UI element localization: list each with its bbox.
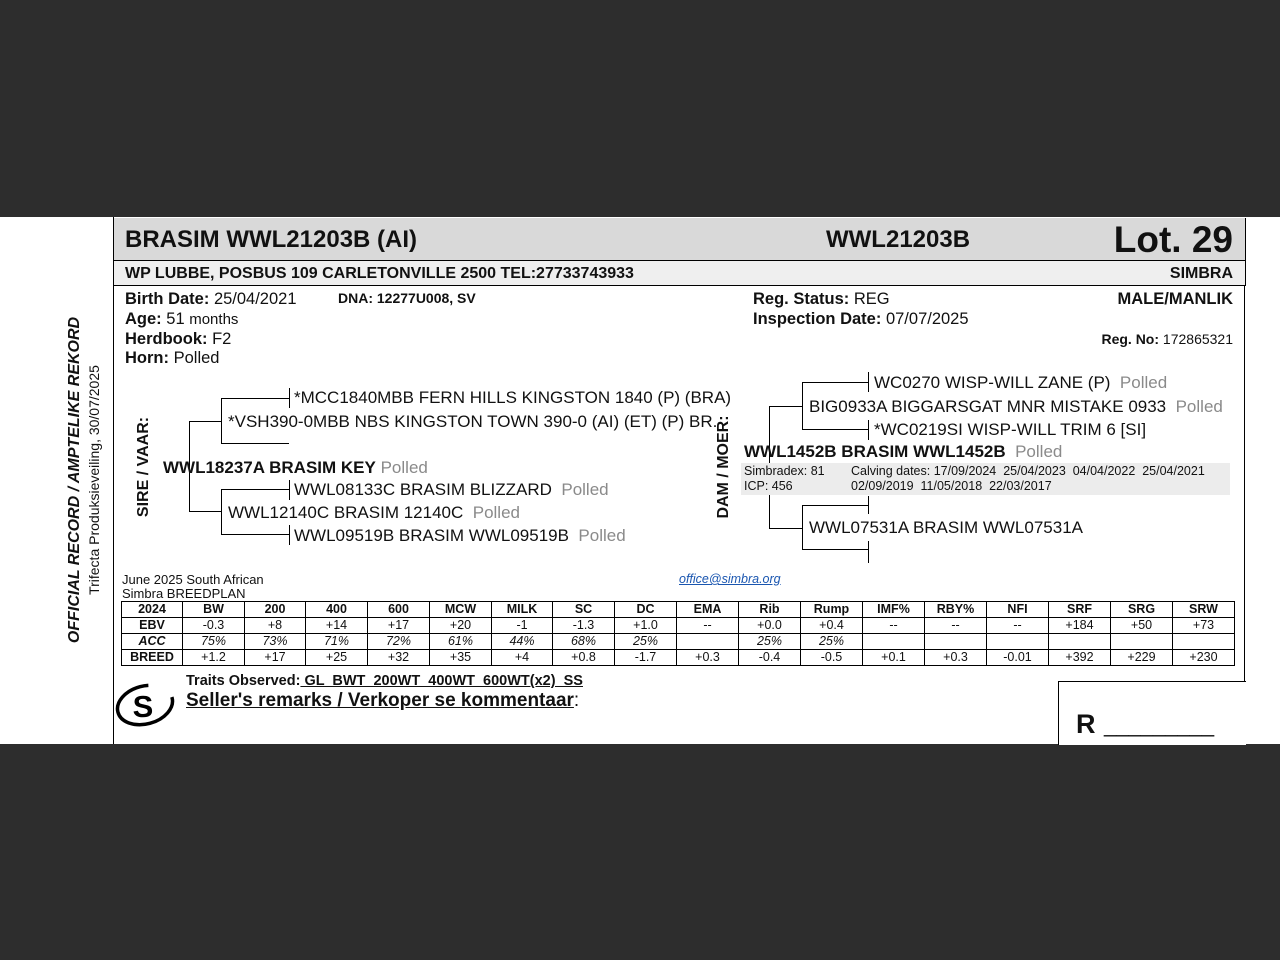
table-header-cell: 200 [245,602,306,618]
birth-date: Birth Date: 25/04/2021 [125,290,297,308]
table-cell [925,634,987,650]
sire-dam-bracket [221,489,222,535]
herdbook: Herdbook: F2 [125,330,232,348]
sex: MALE/MANLIK [1117,290,1233,308]
sire-dam-sire-tick [289,480,290,500]
sire-dam: WWL12140C BRASIM 12140C Polled [228,503,520,522]
table-cell: +35 [430,650,492,666]
table-cell [1049,634,1111,650]
sire-sire-bracket [221,398,222,444]
table-header-cell: SRW [1173,602,1235,618]
table-cell: +392 [1049,650,1111,666]
table-cell: +25 [306,650,368,666]
table-cell [1111,634,1173,650]
acc-row [122,634,1235,650]
dam-dam-dam-tick [868,541,869,563]
table-cell: 61% [430,634,492,650]
sire-bracket-bottom [189,511,221,512]
dam-sire-bracket [802,382,803,430]
ebv-row [122,618,1235,634]
table-cell: +32 [368,650,430,666]
sire-sire: *VSH390-0MBB NBS KINGSTON TOWN 390-0 (AI) (ET) (P) BR. [228,412,718,431]
table-cell: +4 [492,650,553,666]
sire-label: SIRE / VAAR: [135,416,152,518]
table-cell: +8 [245,618,306,634]
sire-name: WWL18237A BRASIM KEY Polled [163,458,428,477]
table-header-cell: MILK [492,602,553,618]
table-cell [677,634,739,650]
table-cell: +0.1 [863,650,925,666]
table-header-cell: Rib [739,602,801,618]
table-cell: +17 [245,650,306,666]
table-row-header: EBV [122,618,183,634]
table-cell: -0.3 [183,618,245,634]
price-input-line[interactable]: _________ [1104,712,1215,737]
dam-label: DAM / MOER: [715,415,732,519]
dam-sire-connector-h [769,406,802,407]
dam-dam-bracket-bottom [802,549,868,550]
breedplan-line-2: Simbra BREEDPLAN [122,586,246,601]
table-header-cell: BW [183,602,245,618]
table-cell [987,634,1049,650]
breedplan-line-1: June 2025 South African [122,572,264,587]
table-cell: -- [987,618,1049,634]
dam-sire-sire: WC0270 WISP-WILL ZANE (P) Polled [874,373,1168,392]
table-cell: +0.3 [677,650,739,666]
reg-number: Reg. No: 172865321 [1101,331,1233,347]
dam-dam-bracket-top [802,505,868,506]
sire-sire-sire: *MCC1840MBB FERN HILLS KINGSTON 1840 (P) (BRA) [294,388,732,407]
table-cell: +20 [430,618,492,634]
table-header-cell: SC [553,602,615,618]
owner-address: WP LUBBE, POSBUS 109 CARLETONVILLE 2500 TEL:27733743933 [125,265,634,282]
seller-remarks: Seller's remarks / Verkoper se kommentaar: [186,690,580,711]
dam-sire-sire-tick [868,372,869,392]
sire-sire-bracket-top [221,398,289,399]
dna-info: DNA: 12277U008, SV [338,290,476,306]
table-cell: +0.8 [553,650,615,666]
sire-dam-sire: WWL08133C BRASIM BLIZZARD Polled [294,480,609,499]
table-cell: +50 [1111,618,1173,634]
dam-dam: WWL07531A BRASIM WWL07531A [809,518,1084,537]
table-header-cell: DC [615,602,677,618]
table-cell: 73% [245,634,306,650]
logo-letter: S [132,689,154,724]
table-cell: -0.4 [739,650,801,666]
table-cell: -0.5 [801,650,863,666]
table-cell: +0.0 [739,618,801,634]
dam-dam-sire-tick [868,496,869,514]
reg-status: Reg. Status: REG [753,290,890,308]
dam-dam-bracket [802,505,803,550]
lot-number: Lot. 29 [1113,219,1233,260]
table-cell: 25% [739,634,801,650]
sire-sire-bracket-bottom [221,443,289,444]
breed-name: SIMBRA [1169,265,1233,282]
table-cell: 25% [615,634,677,650]
table-header-cell: Rump [801,602,863,618]
dam-sire-bracket-bottom [802,429,868,430]
breed-row [122,650,1235,666]
table-cell: +229 [1111,650,1173,666]
price-currency: R [1076,709,1096,739]
dam-sire-bracket-top [802,382,868,383]
table-cell: 75% [183,634,245,650]
table-cell: +17 [368,618,430,634]
sire-dam-bracket-top [221,489,289,490]
dam-sire-dam: *WC0219SI WISP-WILL TRIM 6 [SI] [874,420,1147,439]
table-cell: +0.3 [925,650,987,666]
table-row-header: ACC [122,634,183,650]
table-cell: -0.01 [987,650,1049,666]
table-header-cell: 400 [306,602,368,618]
table-header-cell: IMF% [863,602,925,618]
ebv-table [121,601,1235,666]
table-cell: -- [863,618,925,634]
simbradex: Simbradex: 81 [744,464,825,478]
horn-status: Horn: Polled [125,349,220,367]
simbra-logo-icon [114,682,178,730]
dam-dam-connector-h [769,528,802,529]
table-cell [1173,634,1235,650]
dam-sire: BIG0933A BIGGARSGAT MNR MISTAKE 0933 Polled [809,397,1223,416]
dam-sire-dam-tick [868,420,869,440]
table-cell: +14 [306,618,368,634]
table-cell: +73 [1173,618,1235,634]
sire-dam-dam: WWL09519B BRASIM WWL09519B Polled [294,526,626,545]
table-row-header: BREED [122,650,183,666]
table-cell: 68% [553,634,615,650]
calving-dates: Calving dates: 17/09/2024 25/04/2023 04/04/2022 25/04/2021 [851,464,1205,478]
icp: ICP: 456 [744,479,793,493]
table-cell: -1.7 [615,650,677,666]
table-header-cell: NFI [987,602,1049,618]
table-header-cell: SRF [1049,602,1111,618]
sire-dam-bracket-bottom [221,534,289,535]
traits-observed: Traits Observed: GL BWT 200WT 400WT 600WT(x2) SS [186,673,583,689]
email-link[interactable]: office@simbra.org [679,572,781,586]
table-cell: 71% [306,634,368,650]
table-cell: -1.3 [553,618,615,634]
table-header-cell: 600 [368,602,430,618]
sire-bracket-top [189,421,221,422]
card-right-border [1244,285,1245,682]
calving-dates-2: 02/09/2019 11/05/2018 22/03/2017 [851,479,1052,493]
sire-dam-dam-tick [289,525,290,545]
table-header-cell: EMA [677,602,739,618]
dam-name: WWL1452B BRASIM WWL1452B Polled [744,442,1063,461]
event-label: Trifecta Produksieveiling, 30/07/2025 [86,365,102,595]
dam-dam-connector [769,495,770,528]
table-header-cell: 2024 [122,602,183,618]
table-header-cell: MCW [430,602,492,618]
table-cell: +0.4 [801,618,863,634]
official-record-label: OFFICIAL RECORD / AMPTELIKE REKORD [66,316,83,644]
table-cell [863,634,925,650]
ebv-header-row [122,602,1235,618]
animal-id: WWL21203B [826,226,971,253]
sire-sire-sire-tick [289,388,290,408]
table-cell: +184 [1049,618,1111,634]
table-cell: 25% [801,634,863,650]
animal-name: BRASIM WWL21203B (AI) [125,226,418,253]
table-cell: 44% [492,634,553,650]
table-cell: -- [925,618,987,634]
table-header-cell: SRG [1111,602,1173,618]
table-cell: 72% [368,634,430,650]
table-cell: +230 [1173,650,1235,666]
card-left-border [113,217,114,744]
inspection-date: Inspection Date: 07/07/2025 [753,310,969,328]
table-header-cell: RBY% [925,602,987,618]
age: Age: 51 months [125,310,239,328]
table-cell: -- [677,618,739,634]
table-cell: +1.2 [183,650,245,666]
table-cell: +1.0 [615,618,677,634]
table-cell: -1 [492,618,553,634]
